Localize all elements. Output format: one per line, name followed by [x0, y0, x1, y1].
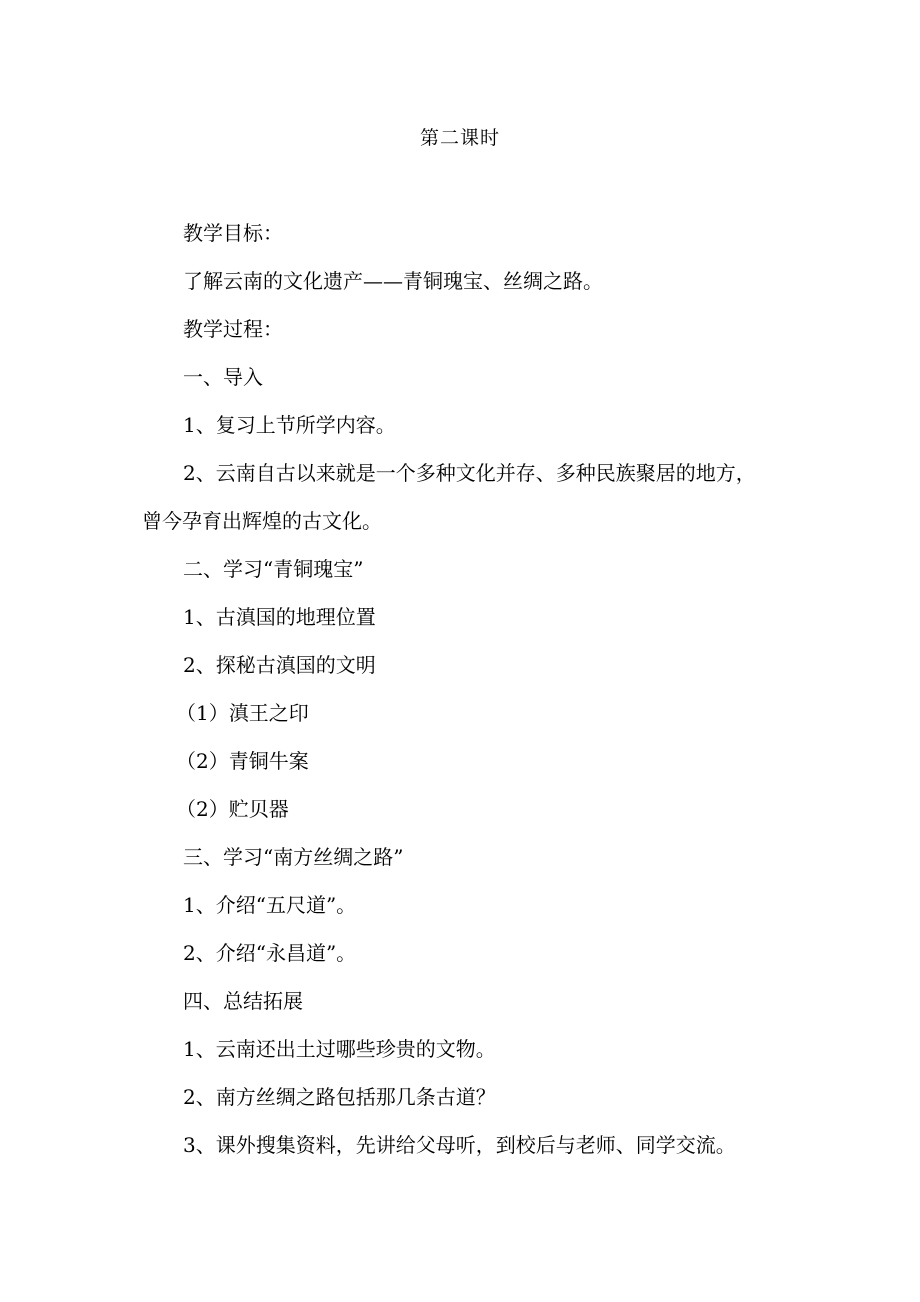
list-item: 2、云南自古以来就是一个多种文化并存、多种民族聚居的地方， — [183, 461, 756, 485]
section-heading-bronze: 二、学习“青铜瑰宝” — [183, 557, 364, 581]
sub-list-item: （1）滇王之印 — [176, 701, 309, 725]
heading-teaching-process: 教学过程： — [183, 317, 283, 341]
page-title: 第二课时 — [419, 127, 500, 149]
list-item: 1、古滇国的地理位置 — [183, 605, 376, 629]
list-item-continuation: 曾今孕育出辉煌的古文化。 — [142, 509, 382, 533]
sub-list-item: （2）贮贝器 — [176, 797, 289, 821]
list-item: 1、云南还出土过哪些珍贵的文物。 — [183, 1037, 496, 1061]
list-item: 2、南方丝绸之路包括那几条古道？ — [183, 1085, 496, 1109]
list-item: 1、复习上节所学内容。 — [183, 413, 396, 437]
list-item: 2、探秘古滇国的文明 — [183, 653, 376, 677]
list-item: 1、介绍“五尺道”。 — [183, 893, 357, 917]
section-heading-silk-road: 三、学习“南方丝绸之路” — [183, 845, 404, 869]
section-heading-intro: 一、导入 — [183, 365, 263, 389]
list-item: 3、课外搜集资料，先讲给父母听，到校后与老师、同学交流。 — [183, 1133, 736, 1157]
heading-teaching-goals: 教学目标： — [183, 221, 283, 245]
sub-list-item: （2）青铜牛案 — [176, 749, 309, 773]
paragraph-goal: 了解云南的文化遗产——青铜瑰宝、丝绸之路。 — [183, 269, 603, 293]
section-heading-summary: 四、总结拓展 — [183, 989, 303, 1013]
list-item: 2、介绍“永昌道”。 — [183, 941, 357, 965]
